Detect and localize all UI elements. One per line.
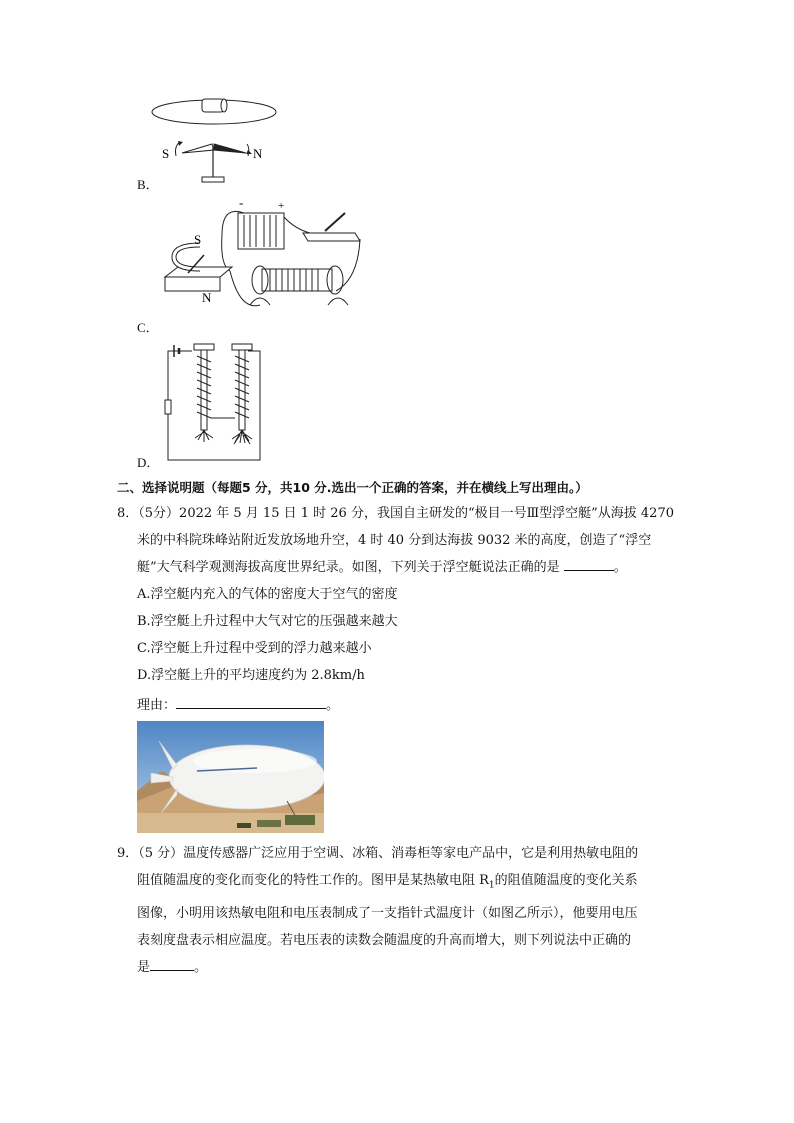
q8-option-d: D.浮空艇上升的平均速度约为 2.8km/h [137,668,365,683]
q8-line-3: 艇”大气科学观测海拔高度世界纪录。如图，下列关于浮空艇说法正确的是 [137,560,564,575]
q8-line-1: （5分）2022 年 5 月 15 日 1 时 26 分，我国自主研发的“极目一号Ⅲ型浮空艇”从海拔 4270 [138,506,674,521]
figure-c-minus: - [239,195,244,210]
question-9 [117,840,677,981]
q9-end-mark: 。 [194,959,208,975]
q9-line-2b: 的阻值随温度的变化关系 [494,873,638,888]
q8-option-c: C.浮空艇上升过程中受到的浮力越来越小 [137,641,372,656]
option-d-label: D． [137,455,160,470]
q8-reason-blank[interactable] [176,694,326,709]
q9-number: 9． [117,846,139,861]
q9-line-1: （5 分）温度传感器广泛应用于空调、冰箱、消毒柜等家电产品中，它是利用热敏电阻的 [138,846,639,861]
q8-answer-blank[interactable] [564,556,614,571]
question-8 [117,500,677,581]
q9-subscript: 1 [488,880,495,891]
q8-reason [137,694,339,715]
figure-c-plus: + [278,200,285,212]
q8-option-a: A.浮空艇内充入的气体的密度大于空气的密度 [137,587,398,602]
q8-reason-end: 。 [326,698,340,713]
airship-photo [137,721,324,833]
q9-line-3: 图像，小明用该热敏电阻和电压表制成了一支指针式温度计（如图乙所示），他要用电压 [137,905,638,921]
figure-c-circuit [160,195,370,325]
q9-line-2a: 阻值随温度的变化而变化的特性工作的。图甲是某热敏电阻 R [137,873,489,888]
q8-option-b: B.浮空艇上升过程中大气对它的压强越来越大 [137,614,398,629]
q8-number: 8． [117,506,139,521]
q9-line-5: 是 [137,959,151,975]
figure-c-label-n: N [202,290,212,305]
figure-c-label-s: S [194,232,202,247]
figure-d-electromagnets [160,340,270,465]
option-c-label: C． [137,320,159,335]
q9-line-4: 表刻度盘表示相应温度。若电压表的读数会随温度的升高而增大，则下列说法中正确的 [137,932,632,948]
section-header: 二、选择说明题（每题5 分，共10 分.选出一个正确的答案，并在横线上写出理由。） [117,480,588,495]
figure-b-label-n: N [253,146,263,161]
q8-end-mark: 。 [613,560,627,575]
option-b-label: B． [137,177,159,192]
figure-b-compass [140,92,280,192]
q8-reason-label: 理由： [137,698,177,713]
figure-b-label-s: S [162,146,170,161]
q9-answer-blank[interactable] [150,956,194,971]
q8-line-2: 米的中科院珠峰站附近发放场地升空，4 时 40 分到达海拔 9032 米的高度，创造了“浮空 [137,533,652,548]
